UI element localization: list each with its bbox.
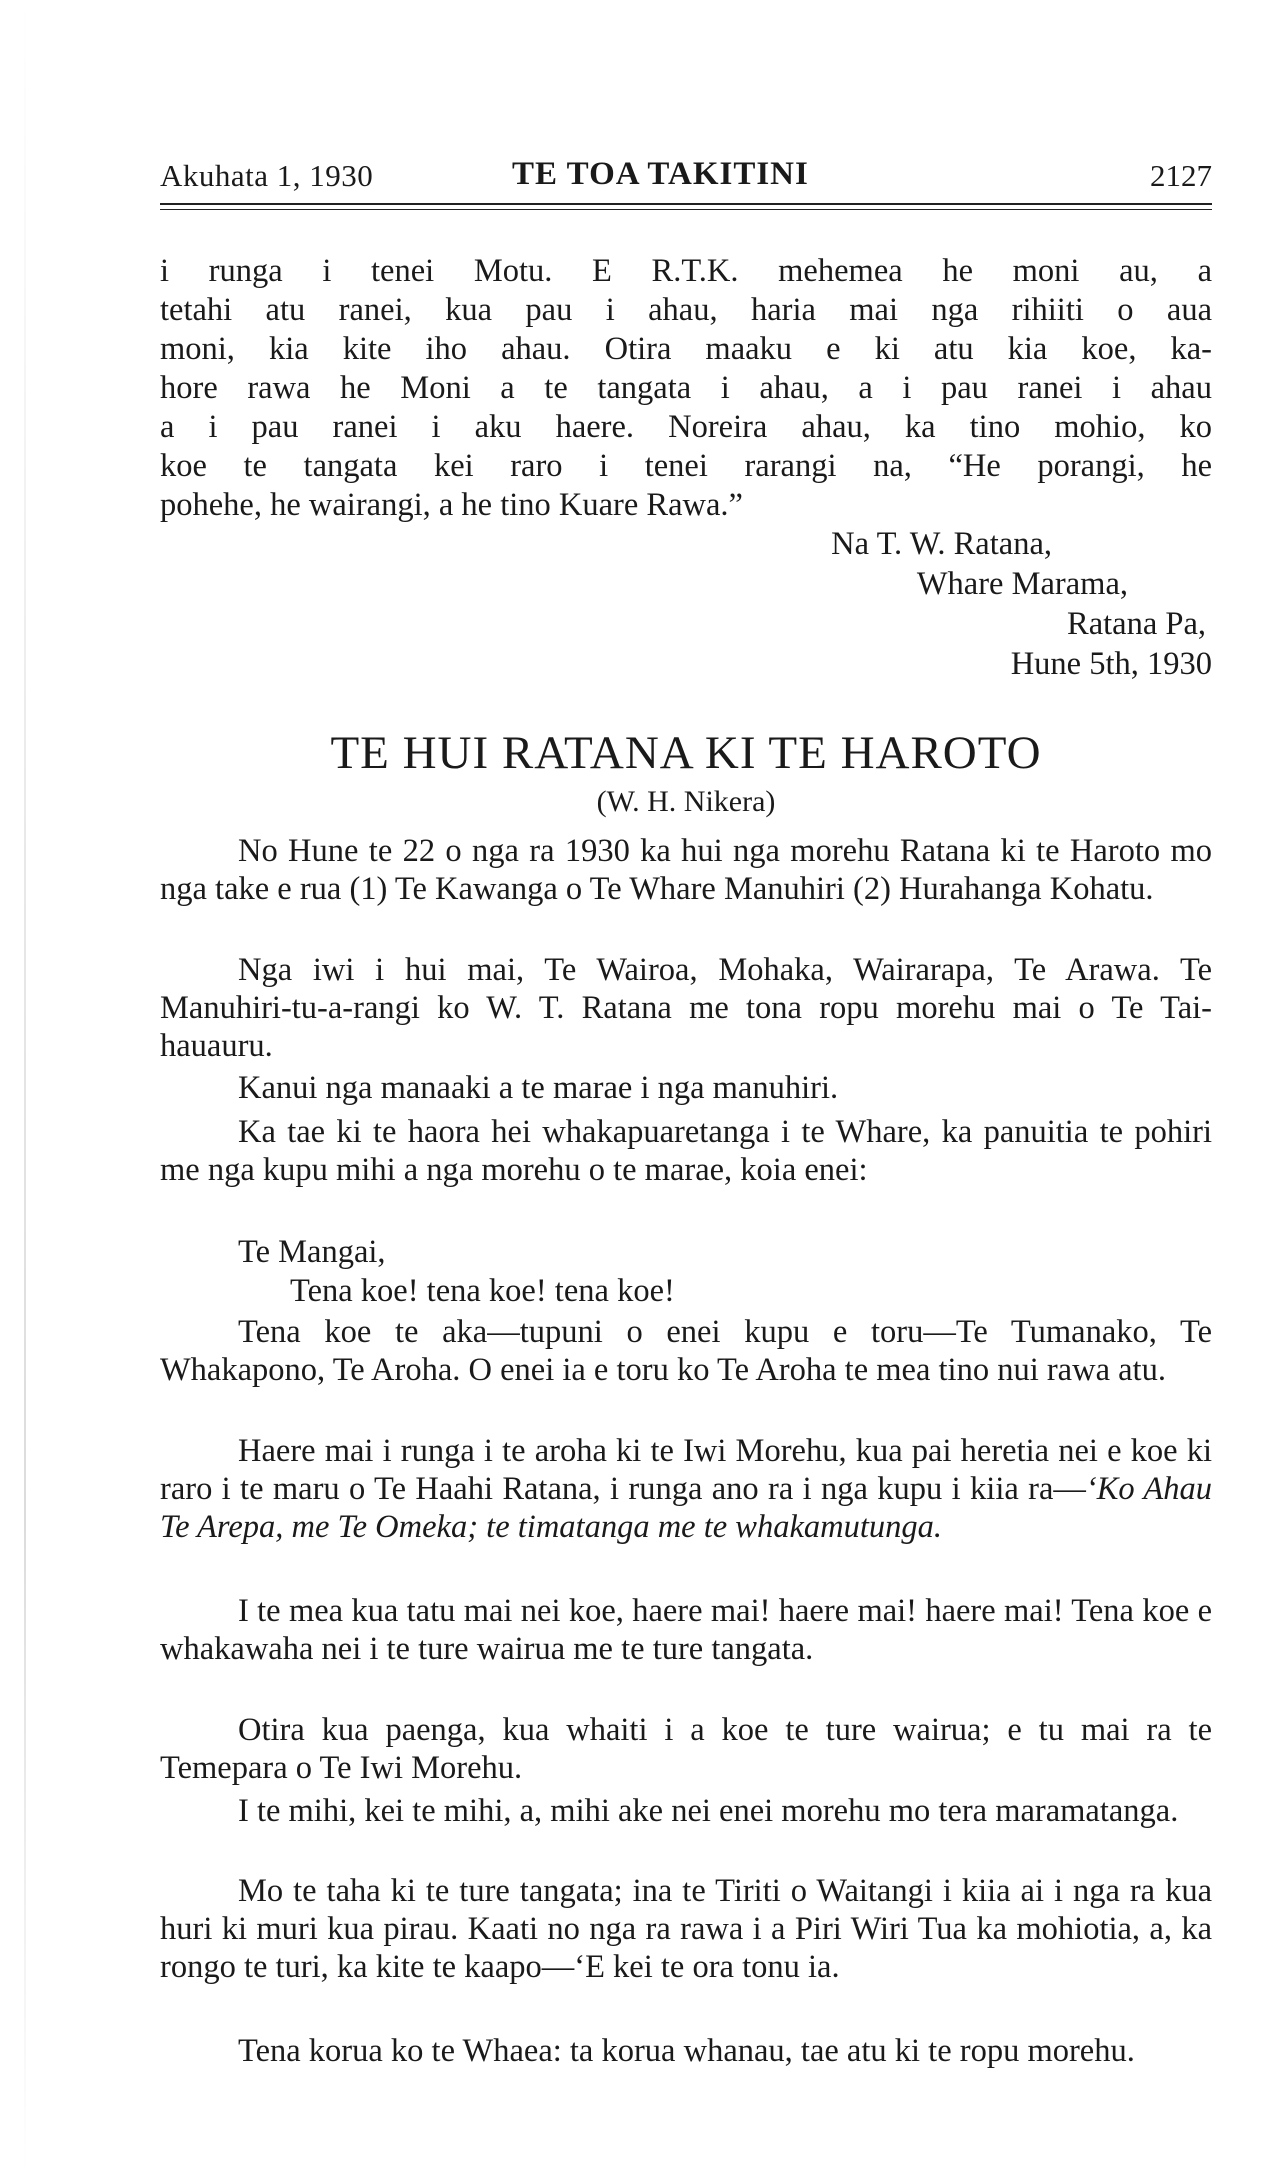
signature-name: Na T. W. Ratana, [831,526,1052,562]
article-paragraph: I te mihi, kei te mihi, a, mihi ake nei enei morehu mo tera maramatanga. [238,1793,1179,1829]
letter-line: i runga i tenei Motu. E R.T.K. mehemea he moni au, a [160,253,1212,289]
article-title: TE HUI RATANA KI TE HAROTO [330,727,1042,779]
signature-place: Whare Marama, [916,566,1128,602]
running-header [160,158,1212,198]
page-edge [24,0,26,2174]
article-paragraph: Nga iwi i hui mai, Te Wairoa, Mohaka, Wairarapa, Te Arawa. Te Manuhiri-tu-a-rangi ko W. T. Ratana me tona ropu morehu mai o Te Tai-hauauru. [160,952,1212,1064]
letter-signature [831,524,1212,684]
letter-line: pohehe, he wairangi, a he tino Kuare Rawa.” [160,487,743,523]
salutation: Te Mangai, [238,1234,386,1270]
article-paragraph: Tena korua ko te Whaea: ta korua whanau, tae atu ki te ropu morehu. [238,2033,1135,2069]
article-paragraph: Ka tae ki te haora hei whakapuaretanga i te Whare, ka panuitia te pohiri me nga kupu mihi a nga morehu o te marae, koia enei: [160,1114,1212,1188]
article-byline: (W. H. Nikera) [596,785,776,818]
article-paragraph [160,1432,1212,1546]
article-paragraph: Tena koe te aka—tupuni o enei kupu e toru—Te Tumanako, Te Whakapono, Te Aroha. O enei ia e toru ko Te Aroha te mea tino nui rawa atu. [160,1314,1212,1388]
letter-line: koe te tangata kei raro i tenei rarangi na, “He porangi, he [160,448,1212,484]
letter-line: a i pau ranei i aku haere. Noreira ahau, ka tino mohio, ko [160,409,1212,445]
page-number: 2127 [1150,158,1212,193]
signature-location: Ratana Pa, [1067,606,1206,642]
letter-line: tetahi atu ranei, kua pau i ahau, haria mai nga rihiiti o aua [160,292,1212,328]
article-paragraph: Otira kua paenga, kua whaiti i a koe te ture wairua; e tu mai ra te Temepara o Te Iwi Morehu. [160,1712,1212,1786]
letter-body [160,252,1212,525]
header-rule [160,203,1212,205]
quoted-scripture: ‘Ko Ahau Te Arepa, me Te Omeka; te timatanga me te whakamutunga. [160,1471,1212,1545]
header-date: Akuhata 1, 1930 [160,158,374,193]
signature-date: Hune 5th, 1930 [1010,646,1212,682]
header-rule-thin [160,209,1212,210]
letter-line: moni, kia kite iho ahau. Otira maaku e ki atu kia koe, ka- [160,331,1212,367]
article-paragraph: Kanui nga manaaki a te marae i nga manuhiri. [238,1070,839,1106]
paragraph-text: Haere mai i runga i te aroha ki te Iwi Morehu, kua pai heretia nei e koe ki raro i te maru o Te Haahi Ratana, i runga ano ra i nga kupu i kiia ra— [160,1433,1212,1507]
article-paragraph: I te mea kua tatu mai nei koe, haere mai! haere mai! haere mai! Tena koe e whakawaha nei i te ture wairua me te ture tangata. [160,1593,1212,1667]
letter-line: hore rawa he Moni a te tangata i ahau, a i pau ranei i ahau [160,370,1212,406]
article-paragraph: No Hune te 22 o nga ra 1930 ka hui nga morehu Ratana ki te Haroto mo nga take e rua (1) Te Kawanga o Te Whare Manuhiri (2) Hurahanga Kohatu. [160,833,1212,907]
article-paragraph: Mo te taha ki te ture tangata; ina te Tiriti o Waitangi i kiia ai i nga ra kua huri ki muri kua pirau. Kaati no nga ra rawa i a Piri Wiri Tua ka mohiotia, a, ka rongo te turi, ka kite te kaapo—‘E kei te ora tonu ia. [160,1873,1212,1985]
greeting: Tena koe! tena koe! tena koe! [290,1273,675,1309]
header-title: TE TOA TAKITINI [512,156,809,192]
